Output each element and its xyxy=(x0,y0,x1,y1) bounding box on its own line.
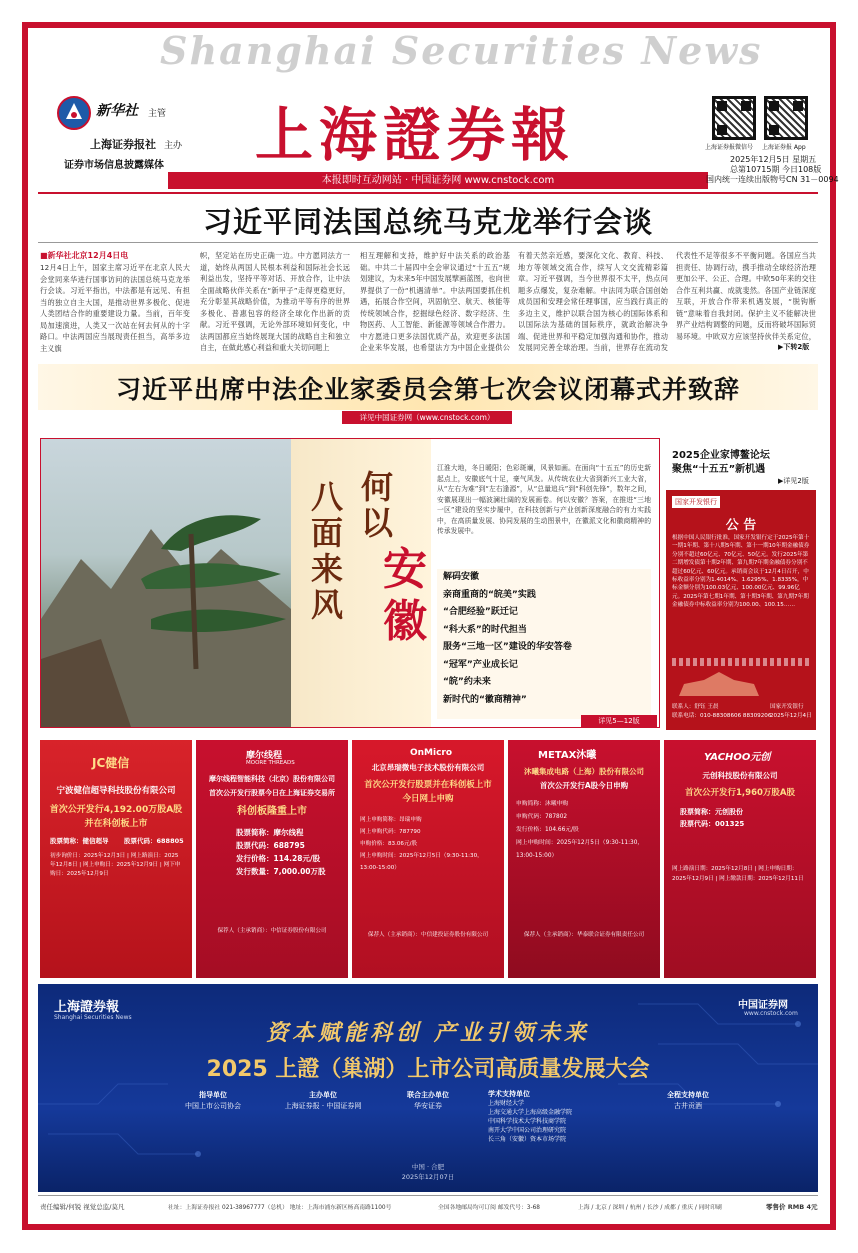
feature-see-pages[interactable]: 详见5—12版 xyxy=(581,715,657,727)
forum-see-page[interactable]: ▶详见2版 xyxy=(778,477,809,485)
publisher-role-2: 主办 xyxy=(164,141,183,151)
feature-item[interactable]: “科大系”的时代担当 xyxy=(443,624,527,635)
ad-stock-code: 股票代码：688805 xyxy=(124,837,184,845)
ad-details: 保荐人（主承销商）：中信建投证券股份有限公司 xyxy=(367,932,489,938)
feature-list xyxy=(437,569,651,719)
ad-row: 股票简称：元创股份 xyxy=(680,808,743,816)
ad-onmicro[interactable] xyxy=(352,740,504,978)
feature-item[interactable]: “皖”约未来 xyxy=(443,677,491,687)
ad-row: 网上申购代码：787790 xyxy=(360,829,421,835)
metax-logo: METAX沐曦 xyxy=(538,750,597,761)
yachoo-logo: YACHOO元创 xyxy=(704,752,771,763)
pavilion-icon xyxy=(674,670,764,698)
ad-line2: 科创板隆重上市 xyxy=(237,806,307,817)
ad-line1: 首次公开发行股票今日在上海证券交易所 xyxy=(209,789,335,797)
feature-title-left: 八面来风 xyxy=(311,478,344,624)
unit-name: 古井贡酒 xyxy=(674,1102,702,1110)
jianxin-logo: JC健信 xyxy=(92,756,130,770)
footer-address: 社址：上海证券报社 021-38967777（总机） 地址：上海市浦东新区杨高南路1100号 xyxy=(168,1205,392,1211)
conference-slogan: 资本赋能科创 产业引领未来 xyxy=(266,1020,590,1046)
feature-title-small: 何以 xyxy=(361,468,394,542)
ad-row: 股票代码：001325 xyxy=(680,820,745,828)
unit-name: 上海财经大学 xyxy=(488,1100,525,1107)
ad-details: 网上路演日期：2025年12月8日 | 网上申购日期：2025年12月9日 | 网上缴款日期：2025年12月11日 xyxy=(672,866,804,882)
ad-row: 发行价格：104.66元/股 xyxy=(516,827,579,833)
feature-panel xyxy=(40,438,660,728)
story1-col5: 代表性不足等很多不平衡问题。各国应当共担责任、协调行动，携手推动全球经济治理更加公平、公正、合理。中欧50年来的交往合作互利共赢、成就斐然。各国产业链深度互联，开放合作带来机遇发展，“脱钩断链”意味着自我封闭。保护主义不能解决世界产业结构调整的问题，反而将破坏国际贸易环境。中欧双方应该坚持伙伴关系定位， xyxy=(676,251,816,341)
ad-company: 宁波健信超导科技股份有限公司 xyxy=(56,786,176,796)
ad-stock-name: 股票简称：健信超导 xyxy=(50,837,109,845)
ad-details: 保荐人（主承销商）：中信证券股份有限公司 xyxy=(217,928,327,934)
sse-logo: 上海證券報 xyxy=(54,1000,120,1015)
ad-line1: 首次公开发行A股今日申购 xyxy=(539,781,629,790)
unit-role: 主办单位 xyxy=(309,1091,337,1099)
unit-name: 南开大学中国公司治理研究院 xyxy=(488,1127,567,1134)
footer-editors: 责任编辑/何锐 视觉总监/莫凡 xyxy=(40,1203,125,1211)
cnstock-logo-en: www.cnstock.com xyxy=(744,1010,798,1017)
unit-role: 联合主办单位 xyxy=(407,1091,449,1099)
ad-row: 网上申购时间：2025年12月5日（9:30-11:30，13:00-15:00） xyxy=(360,853,483,871)
wechat-qr-icon[interactable] xyxy=(712,96,756,140)
publisher-sse: 上海证券报社 xyxy=(90,138,156,151)
story1-col4: 有着天然亲近感，要深化文化、教育、科技、地方等领域交流合作，续写人文交流精彩篇章。习近平强调，当今世界很不太平，热点问题多点爆发，复杂难解。中法同为联合国创始成员国和安理会常任理事国，应当践行真正的多边主义，维护以联合国为核心的国际体系和以国际法为基础的国际秩序，就政治解决争端、促进世界和平稳定加强沟通和协作，推动发展同完善全球治理。当前，世界存在流动发 xyxy=(518,251,668,352)
unit-name: 华安证券 xyxy=(414,1102,442,1110)
feature-item[interactable]: “合肥经验”跃迁记 xyxy=(443,607,518,617)
dateline: ■新华社北京12月4日电 xyxy=(40,251,129,260)
unit-role: 全程支持单位 xyxy=(667,1091,709,1099)
feature-item[interactable]: 服务“三地一区”建设的华安答卷 xyxy=(443,642,572,652)
headline-story2[interactable]: 习近平出席中法企业家委员会第七次会议闭幕式并致辞 xyxy=(115,376,740,404)
notice-body: 根据中国人民银行批准，国家开发银行定于2025年第十一期1年期、第十八期5年期、第十一期10年期金融债券分别不超过60亿元、70亿元、50亿元。发行2025年第二期增发债第十期2年期、第九期7年期金融债券分别不超过60亿元、60亿元。承销商会议于12月4日召开，中标收益率分别为1.4014%、1.6295%、1.8335%，中标金额分别为100.03亿元、100.00亿元、99.96亿元。2025年第七期1年期、第十期3年期、第九期7年期金融债券中标收益率分别为100.00、100.15…… xyxy=(672,535,810,609)
ad-row: 申购价格：83.06元/股 xyxy=(360,841,418,847)
ad-row: 发行数量：7,000.00万股 xyxy=(236,867,326,876)
ad-line1: 首次公开发行1,960万股A股 xyxy=(685,788,795,798)
footer-postal: 全国各地邮局均可订阅 邮发代号：3-68 xyxy=(438,1205,540,1211)
conference-date: 2025年12月07日 xyxy=(401,1173,455,1181)
ad-details: 保荐人（主承销商）：华泰联合证券有限责任公司 xyxy=(523,932,645,938)
story1-col3: 相互理解和支持，维护好中法关系的政治基础。中共二十届四中全会审议通过“十五五”规划建议，为未来5年中国发展擘画蓝图，也向世界提供了一份“机遇清单”。中法两国要抓住机遇，拓展合作空间，巩固航空、航天、核能等传统领域合作，挖掘绿色经济、数字经济、生物医药、人工智能、新能源等领域合作潜力。中方愿进口更多法国优质产品，欢迎更多法国企业来华发展，也希望法方为中国企业提供公 xyxy=(360,251,510,352)
footer xyxy=(38,1196,818,1224)
qr2-label: 上海证券报 App xyxy=(762,144,806,151)
website-slogan-bar[interactable]: 本报即时互动网站 · 中国证券网 www.cnstock.com xyxy=(168,172,708,189)
unit-name: 上海交通大学上海高级金融学院 xyxy=(488,1109,573,1116)
ad-row: 发行价格：114.28元/股 xyxy=(236,854,321,863)
unit-name: 上海证券报 · 中国证券网 xyxy=(284,1102,362,1110)
ad-line1: 首次公开发行股票并在科创板上市 xyxy=(364,780,492,790)
issue-number: 总第10715期 今日108版 xyxy=(730,165,822,174)
masthead-rule xyxy=(38,192,818,194)
app-qr-icon[interactable] xyxy=(764,96,808,140)
ad-jianxin[interactable] xyxy=(40,740,192,978)
ad-details: 初步询价日：2025年12月3日 | 网上路演日：2025年12月8日 | 网上申购日：2025年12月9日 | 网下申购日：2025年12月9日 xyxy=(50,853,181,877)
onmicro-logo: OnMicro xyxy=(410,748,453,758)
moore-logo-en: MOORE THREADS xyxy=(246,760,295,766)
english-masthead: Shanghai Securities News xyxy=(160,28,763,73)
divider xyxy=(38,242,818,243)
footer-price: 零售价 RMB 4元 xyxy=(766,1203,818,1211)
notice-phone: 联系电话：010-88308606 88309206 xyxy=(672,713,772,719)
publisher-xinhua: 新华社 xyxy=(96,103,138,119)
feature-item[interactable]: 解码安徽 xyxy=(443,572,480,582)
xinhua-logo-icon xyxy=(56,95,92,131)
ad-row: 申购代码：787802 xyxy=(516,814,568,820)
forum-title-1[interactable]: 2025企业家博鳌论坛 xyxy=(672,450,770,461)
unit-role: 指导单位 xyxy=(199,1091,227,1099)
sse-logo-en: Shanghai Securities News xyxy=(54,1014,132,1021)
story1-col2: 帜，坚定站在历史正确一边。中方愿同法方一道，始终从两国人民根本利益和国际社会长远利益出发，坚持平等对话、开放合作，让中法全面战略伙伴关系在“新甲子”走得更稳更好，充分彰显其战略价值，为推动平等有序的世界多极化、普惠包容的经济全球化作出新的贡献。习近平强调，无论外部环境如何变化，中法两国都应当始终展现大国的战略自主和独立自主，在做此感心利益和重大关切问题上 xyxy=(200,251,350,352)
forum-title-2[interactable]: 聚焦“十五五”新机遇 xyxy=(672,464,766,475)
conference-title[interactable]: 2025 上證（巢湖）上市公司高质量发展大会 xyxy=(206,1057,650,1082)
feature-item[interactable]: 新时代的“徽商精神” xyxy=(443,694,527,705)
notice-box xyxy=(666,490,816,730)
feature-item[interactable]: “冠军”产业成长记 xyxy=(443,659,518,670)
cdb-logo: 国家开发银行 xyxy=(672,496,720,508)
cnstock-logo: 中国证券网 xyxy=(738,1000,788,1011)
ad-row: 网上申购时间：2025年12月5日（9:30-11:30，13:00-15:00） xyxy=(516,840,644,859)
feature-item[interactable]: 亲商重商的“皖美”实践 xyxy=(443,589,536,600)
ad-company: 摩尔线程智能科技（北京）股份有限公司 xyxy=(209,775,335,783)
notice-contact: 联系人：舒钰 王晨 xyxy=(672,704,719,710)
story1-col1: 12月4日上午，国家主席习近平在北京人民大会堂同来华进行国事访问的法国总统马克龙举行会谈。习近平指出，中法都是有远见、有担当的独立自主大国，是推动世界多极化、促进人类团结合作的重要建设力量。当前，百年变局加速演进，人类又一次站在何去何从的十字路口。中法两国应当展现责任担当，高举多边主义旗 xyxy=(40,263,190,353)
ad-company: 沐曦集成电路（上海）股份有限公司 xyxy=(524,767,644,776)
unit-name: 中国科学技术大学科技商学院 xyxy=(488,1118,567,1125)
huangshan-pine-image xyxy=(41,439,291,727)
issue-date: 2025年12月5日 星期五 xyxy=(730,155,817,164)
tagline: 证券市场信息披露媒体 xyxy=(64,160,164,171)
feature-intro: 江淮大地，冬日暖阳；色彩斑斓，风景如画。在面向“十五五”的历史新起点上，安徽底气十足，豪气风发。从传统农业大省到新兴工业大省，从“左右为难”到“左右逢源”，从“总量追兵”到“科创先锋”，数年之间，安徽展现出一幅波澜壮阔的发展画卷。何以安徽？答案，在推进“三地一区”建设的坚实步履中，在科技创新与产业创新深度融合的有力实践中，在高质量发展、协同发展的生动图景中，在徽派文化和徽商精神的传承发展中。 xyxy=(437,464,651,535)
unit-name: 中国上市公司协会 xyxy=(185,1102,241,1110)
ad-yachoo[interactable] xyxy=(664,740,816,978)
ad-company: 北京昂瑞微电子技术股份有限公司 xyxy=(371,763,485,772)
notice-signature: 国家开发银行 xyxy=(770,704,804,710)
unit-name: 长三角（安徽）资本市场学院 xyxy=(488,1136,567,1143)
conference-place: 中国 · 合肥 xyxy=(411,1163,445,1171)
ad-company: 元创科技股份有限公司 xyxy=(702,771,778,780)
feature-title-big: 安徽 xyxy=(383,544,427,647)
ad-metax[interactable] xyxy=(508,740,660,978)
headline-story1[interactable]: 习近平同法国总统马克龙举行会谈 xyxy=(202,207,653,239)
ad-row: 股票代码：688795 xyxy=(236,841,305,850)
ad-line2: 并在科创板上市 xyxy=(84,819,148,829)
ad-row: 网上申购简称：昂瑞申购 xyxy=(360,817,422,823)
publisher-role-1: 主管 xyxy=(148,109,167,119)
continued-link[interactable]: ▶下转2版 xyxy=(778,343,810,351)
ad-moore-threads[interactable] xyxy=(196,740,348,978)
conference-banner xyxy=(38,984,818,1192)
ad-row: 申购简称：沐曦申购 xyxy=(516,801,569,807)
notice-date: 2025年12月4日 xyxy=(770,713,812,719)
organizer-units xyxy=(38,1086,818,1146)
ad-row: 股票简称：摩尔线程 xyxy=(236,828,304,837)
moore-logo: 摩尔线程 xyxy=(246,751,283,761)
story2-link[interactable]: 详见中国证券网（www.cnstock.com） xyxy=(342,411,512,424)
notice-header: 公 告 xyxy=(725,518,757,533)
chinese-masthead: 上海證券報 xyxy=(255,101,576,169)
qr1-label: 上海证券报微信号 xyxy=(705,144,754,151)
cn-code: 国内统一连续出版物号CN 31－0094 xyxy=(706,175,839,184)
ad-line1: 首次公开发行4,192.00万股A股 xyxy=(49,805,183,815)
ad-line2: 今日网上申购 xyxy=(402,794,454,804)
footer-cities: 上海 / 北京 / 深圳 / 杭州 / 长沙 / 成都 / 重庆 / 同时印刷 xyxy=(578,1205,722,1211)
unit-role: 学术支持单位 xyxy=(488,1090,530,1098)
